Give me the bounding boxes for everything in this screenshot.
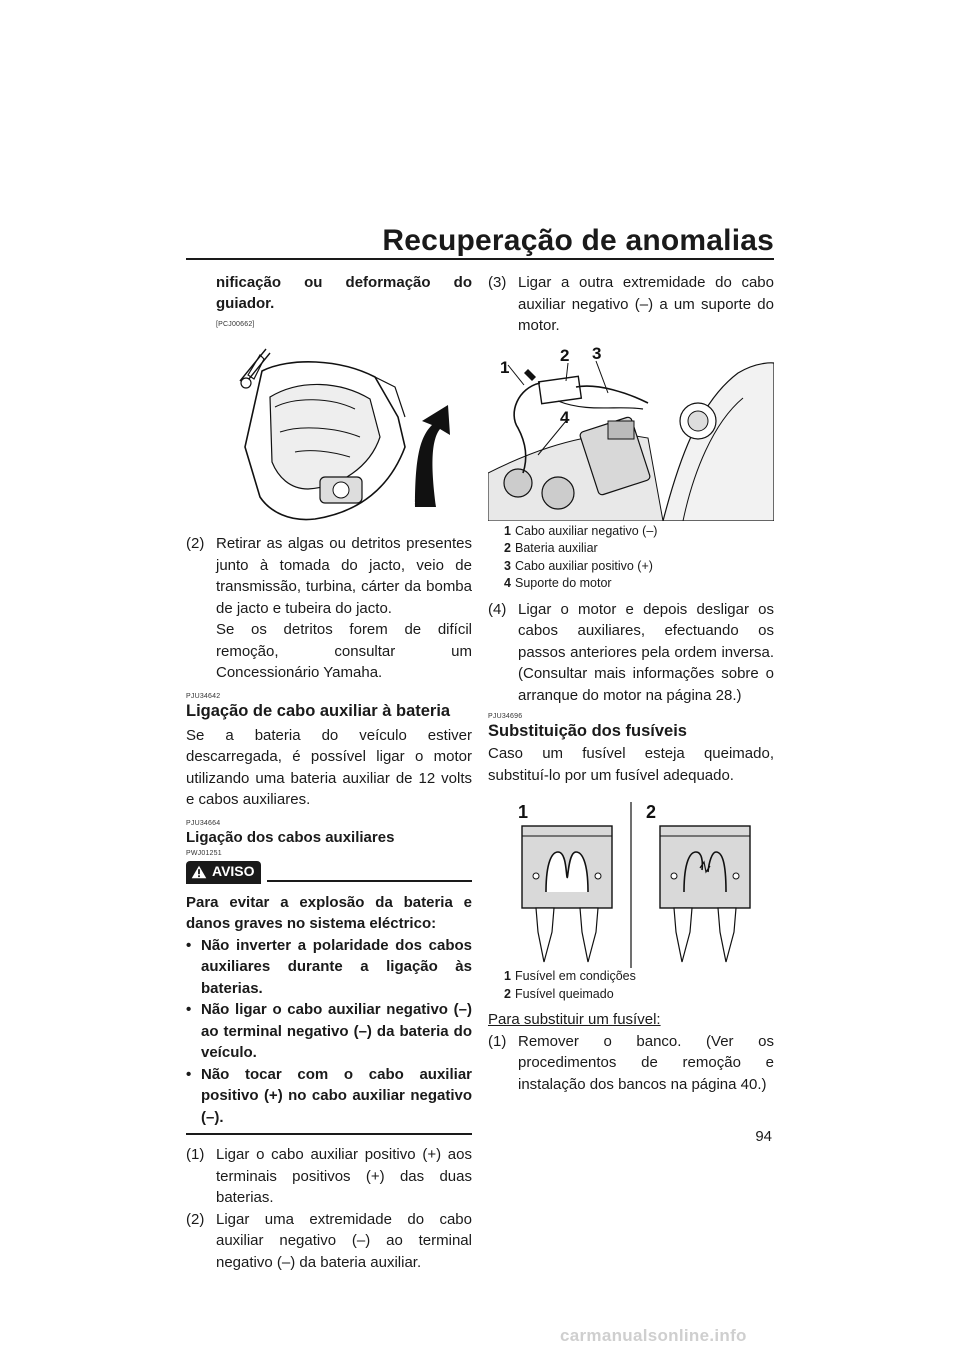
step-2: (2) Retirar as algas ou detritos presentes junto à tomada do jacto, veio de transmissão, turbina, cárter da bomba de jacto e tubeira do jacto. Se os detritos forem de difícil remoção, consultar um Concessionário Yamaha. bbox=[186, 533, 472, 684]
callout-1: 1 bbox=[518, 802, 529, 822]
callout-2: 2 bbox=[646, 802, 657, 822]
step-4: (4) Ligar o motor e depois desligar os cabos auxiliares, efectuando os passos anteriores pela ordem inversa. (Consultar mais informações sobre o arranque do motor na página 28.) bbox=[488, 600, 774, 704]
section-text-jumper: Se a bateria do veículo estiver descarregada, é possível ligar o motor utilizando uma bateria auxiliar de 12 volts e cabos auxiliares. bbox=[186, 726, 472, 808]
figure-legend-fuse bbox=[504, 968, 774, 1003]
procedure-heading: Para substituir um fusível: bbox=[488, 1011, 661, 1028]
section-title-jumper: Ligação de cabo auxiliar à bateria bbox=[186, 701, 451, 720]
callout-4: 4 bbox=[560, 407, 570, 427]
step-2-note: Se os detritos forem de difícil remoção, consultar um Concessionário Yamaha. bbox=[216, 621, 472, 681]
step-2b: (2) Ligar uma extremidade do cabo auxiliar negativo (–) ao terminal negativo (–) da bateria auxiliar. bbox=[186, 1210, 472, 1271]
subsection-code: PJU34664 bbox=[186, 819, 221, 827]
legend-item: 2 Fusível queimado bbox=[504, 986, 614, 1001]
step-2-text: Retirar as algas ou detritos presentes junto à tomada do jacto, veio de transmissão, turbina, cárter da bomba de jacto e tubeira do jacto. bbox=[216, 535, 472, 617]
legend-item: 1 Fusível em condições bbox=[504, 969, 636, 983]
blown-fuse-icon bbox=[660, 826, 750, 962]
aviso-badge: AVISO bbox=[186, 861, 261, 884]
warning-bullet: • Não inverter a polaridade dos cabos auxiliares durante a ligação às baterias. bbox=[186, 936, 472, 997]
good-fuse-icon bbox=[522, 826, 612, 962]
step-3: (3) Ligar a outra extremidade do cabo auxiliar negativo (–) a um suporte do motor. bbox=[488, 274, 774, 334]
section-code: PJU34696 bbox=[488, 713, 523, 720]
figure-legend-jumper bbox=[504, 523, 774, 593]
callout-3: 3 bbox=[592, 343, 602, 363]
warning-code: PWJ01251 bbox=[186, 849, 222, 857]
fuse-illustration bbox=[488, 792, 774, 968]
section-code: PJU34642 bbox=[186, 692, 221, 700]
left-column bbox=[186, 272, 472, 1273]
handlebar-lift-illustration bbox=[200, 337, 460, 527]
legend-item: 4 Suporte do motor bbox=[504, 576, 612, 590]
warning-bullet: • Não tocar com o cabo auxiliar positivo (+) no cabo auxiliar negativo (–). bbox=[186, 1065, 472, 1126]
watermark: carmanualsonline.info bbox=[560, 1326, 747, 1345]
warning-intro: Para evitar a explosão da bateria e danos graves no sistema eléctrico: bbox=[186, 893, 472, 932]
subsection-title: Ligação dos cabos auxiliares bbox=[186, 828, 395, 846]
caution-continuation: nificação ou deformação do guiador. bbox=[216, 274, 472, 312]
procedure-step-1: (1) Remover o banco. (Ver os procedimentos de remoção e instalação dos bancos na página 40.) bbox=[488, 1032, 774, 1093]
header-rule bbox=[186, 258, 774, 260]
right-column bbox=[488, 272, 774, 1095]
section-text-fuses: Caso um fusível esteja queimado, substituí-lo por um fusível adequado. bbox=[488, 745, 774, 784]
warning-header bbox=[186, 860, 472, 884]
warning-triangle-icon bbox=[191, 865, 207, 879]
figure-code: [PCJ00662] bbox=[216, 321, 255, 328]
warning-bullet: • Não ligar o cabo auxiliar negativo (–) ao terminal negativo (–) da bateria do veículo. bbox=[186, 1001, 472, 1061]
legend-item: 2 Bateria auxiliar bbox=[504, 541, 598, 555]
section-title-fuses: Substituição dos fusíveis bbox=[488, 722, 687, 740]
page-title: Recuperação de anomalias bbox=[382, 224, 774, 257]
callout-1: 1 bbox=[500, 357, 510, 377]
callout-2: 2 bbox=[560, 345, 570, 365]
jumper-cable-illustration bbox=[488, 343, 774, 521]
step-1: (1) Ligar o cabo auxiliar positivo (+) aos terminais positivos (+) das duas baterias. bbox=[186, 1146, 472, 1206]
warning-end-rule bbox=[186, 1133, 472, 1135]
page-number: 94 bbox=[755, 1128, 772, 1145]
legend-item: 1 Cabo auxiliar negativo (–) bbox=[504, 523, 658, 538]
legend-item: 3 Cabo auxiliar positivo (+) bbox=[504, 558, 653, 573]
